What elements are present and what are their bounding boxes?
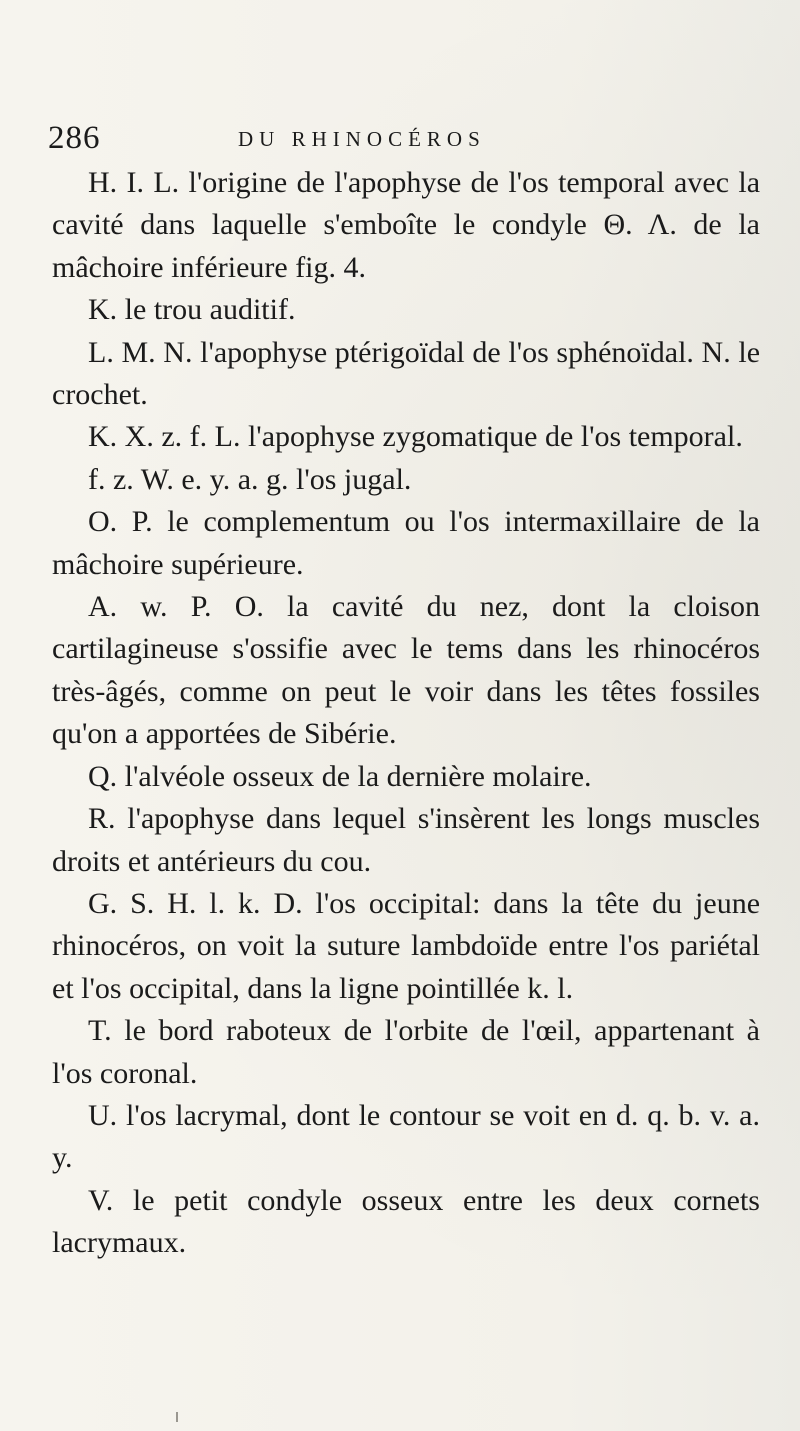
paragraph-text: l'os jugal. (288, 462, 412, 496)
paragraph (52, 162, 760, 289)
running-title: DU RHINOCÉROS (238, 127, 486, 151)
paragraph (52, 586, 760, 756)
page-header (48, 118, 758, 158)
page-number: 286 (48, 120, 101, 156)
paragraph-text: l'apophyse ptérigoïdal de l'os sphénoïdal. N. le crochet. (52, 335, 761, 412)
paragraph-text: l'apophyse dans lequel s'insèrent les longs muscles droits et antérieurs du cou. (52, 802, 760, 878)
paragraph (52, 1095, 760, 1180)
paragraph (52, 289, 760, 331)
paragraph-text: l'os occipital: dans la tête du jeune rhinocéros, on voit la suture lambdoïde entre l'os pariétal et l'os occipital, dans la ligne pointillée k. l. (52, 886, 761, 1005)
paragraph-text: le trou auditif. (117, 293, 296, 327)
paragraph (52, 883, 760, 1010)
paragraph (52, 756, 760, 798)
paragraph (52, 332, 760, 417)
paragraph (52, 1010, 760, 1095)
figure-label: G. S. H. l. k. D. (88, 886, 303, 920)
figure-label: O. P. (88, 505, 153, 539)
paragraph-text: le complementum ou l'os intermaxillaire de la mâchoire supérieure. (52, 505, 760, 581)
paragraph-text: la cavité du nez, dont la cloison cartilagineuse s'ossifie avec le tems dans les rhinocéros très-âgés, comme on peut le voir dans les têtes fossiles qu'on a apportées de Sibérie. (52, 590, 761, 751)
figure-label: U. (88, 1098, 118, 1132)
paragraph-text: l'alvéole osseux de la dernière molaire. (117, 759, 592, 793)
paragraph (52, 501, 760, 586)
paragraph (52, 459, 760, 501)
figure-label: K. (88, 293, 118, 327)
paragraph-text: l'origine de l'apophyse de l'os temporal avec la cavité dans laquelle s'emboîte le condyle Θ. Λ. de la mâchoire inférieure fig. 4. (52, 166, 761, 284)
body-text (52, 162, 760, 1265)
paragraph-text: l'os lacrymal, dont le contour se voit en d. q. b. v. a. y. (52, 1098, 760, 1175)
paragraph-text: le petit condyle osseux entre les deux cornets lacrymaux. (52, 1183, 760, 1260)
figure-label: A. w. P. O. (88, 590, 264, 624)
figure-label: R. (88, 802, 116, 836)
paragraph-text: le bord raboteux de l'orbite de l'œil, appartenant à l'os coronal. (52, 1014, 760, 1090)
paragraph (52, 416, 760, 458)
figure-label: K. X. z. f. L. (88, 420, 241, 454)
figure-label: V. (88, 1183, 114, 1217)
figure-label: H. I. L. (88, 166, 180, 199)
figure-label: Q. (88, 759, 118, 793)
figure-label: L. M. N. (88, 335, 193, 369)
paragraph-text: l'apophyse zygomatique de l'os temporal. (240, 420, 743, 454)
figure-label: f. z. W. e. y. a. g. (88, 462, 289, 496)
figure-label: T. (88, 1014, 112, 1048)
paragraph (52, 798, 760, 883)
paragraph (52, 1180, 760, 1265)
print-mark (176, 1412, 178, 1422)
